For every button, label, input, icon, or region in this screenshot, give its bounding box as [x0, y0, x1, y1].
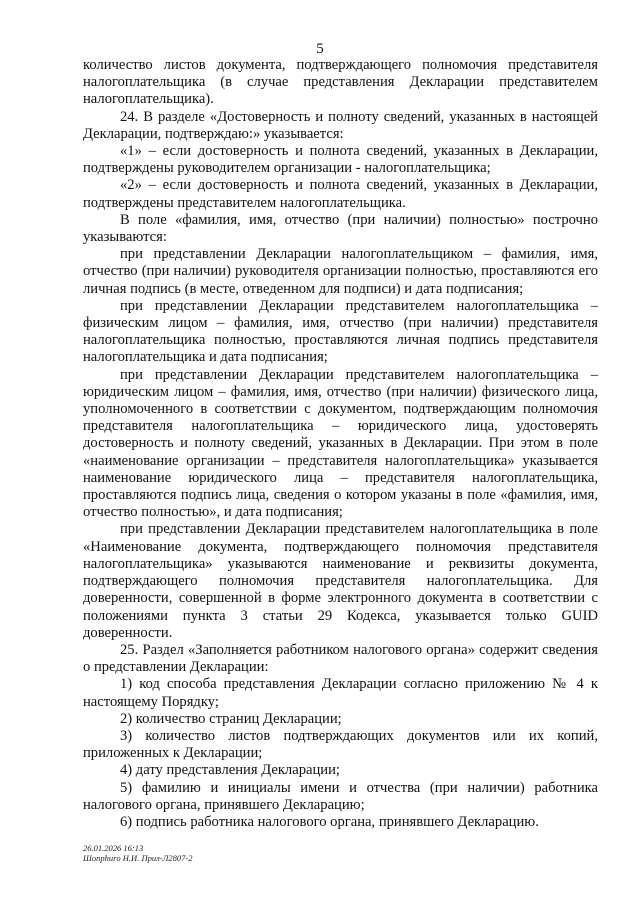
footer-author: Шопрhиrо Н.И. Прил-Л2807-2 — [83, 853, 193, 863]
paragraph: количество листов документа, подтверждающего полномочия представителя налогоплательщика (в случае представления Декларации представителем налогоплательщика). — [83, 57, 598, 108]
list-item: 3) количество листов подтверждающих документов или их копий, приложенных к Декларации; — [83, 727, 598, 762]
list-item: 4) дату представления Декларации; — [120, 762, 340, 779]
footer-stamp — [83, 843, 192, 863]
footer-date: 26.01.2026 16:13 — [83, 843, 144, 853]
list-item: 1) код способа представления Декларации согласно приложению № 4 к настоящему Порядку; — [83, 676, 598, 710]
paragraph: при представлении Декларации налогоплательщиком – фамилия, имя, отчество (при наличии) руководителя организации полностью, проставляются его личная подпись (в месте, отведенном для подписи) и дата подписания; — [83, 246, 598, 297]
list-item: 2) количество страниц Декларации; — [120, 710, 342, 727]
paragraph: при представлении Декларации представителем налогоплательщика – физическим лицом – фамилия, имя, отчество (при наличии) представителя налогоплательщика полностью, проставляются личная подпись представителя налогоплательщика и дата подписания; — [83, 297, 598, 366]
paragraph: 25. Раздел «Заполняется работником налогового органа» содержит сведения о представлении Декларации: — [83, 641, 598, 676]
document-body — [83, 57, 598, 831]
paragraph: «2» – если достоверность и полнота сведений, указанных в Декларации, подтверждены представителем налогоплательщика. — [83, 177, 598, 211]
paragraph: 24. В разделе «Достоверность и полноту сведений, указанных в настоящей Декларации, подтверждаю:» указывается: — [83, 108, 598, 142]
page-number: 5 — [316, 41, 324, 57]
paragraph: «1» – если достоверность и полнота сведений, указанных в Декларации, подтверждены руководителем организации - налогоплательщика; — [83, 143, 598, 177]
list-item: 6) подпись работника налогового органа, принявшего Декларацию. — [120, 813, 539, 830]
paragraph: при представлении Декларации представителем налогоплательщика в поле «Наименование документа, подтверждающего полномочия представителя налогоплательщика» указываются наименование и реквизиты документа, подтверждающего полномочия представителя налогоплательщика. Для доверенности, совершенной в форме электронного документа в соответствии с положениями пункта 3 статьи 29 Кодекса, указывается только GUID доверенности. — [83, 521, 598, 641]
list-item: 5) фамилию и инициалы имени и отчества (при наличии) работника налогового органа, принявшего Декларацию; — [83, 779, 598, 813]
paragraph: при представлении Декларации представителем налогоплательщика – юридическим лицом – фамилия, имя, отчество (при наличии) физического лица, уполномоченного в соответствии с документом, подтверждающим полномочия представителя налогоплательщика – юридического лица, удостоверять достоверность и полноту сведений, указанных в Декларации. При этом в поле «наименование организации – представителя налогоплательщика» указывается наименование юридического лица – представителя налогоплательщика, проставляются подпись лица, сведения о котором указаны в поле «фамилия, имя, отчество полностью», и дата подписания; — [83, 366, 598, 521]
paragraph: В поле «фамилия, имя, отчество (при наличии) полностью» построчно указываются: — [83, 211, 598, 246]
